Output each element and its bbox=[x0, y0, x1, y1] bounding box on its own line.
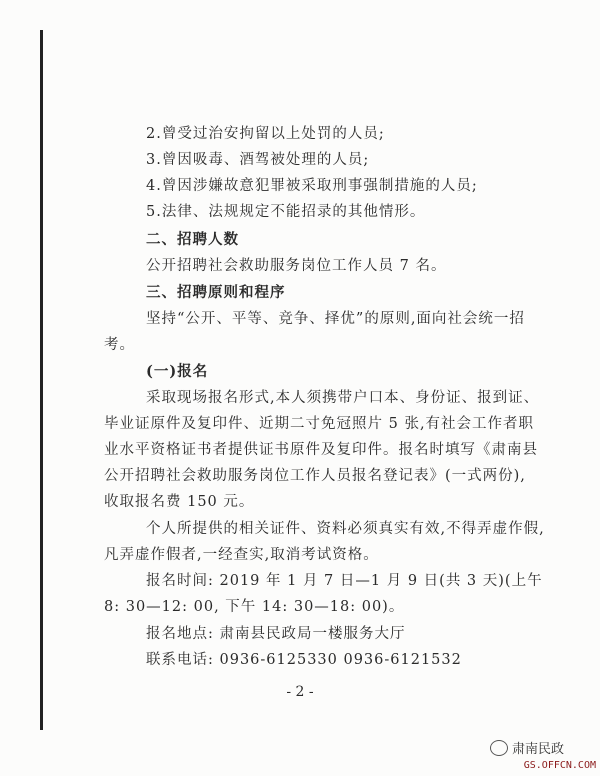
text-line-1: 2.曾受过治安拘留以上处罚的人员; bbox=[146, 126, 385, 142]
page-number: - 2 - bbox=[286, 684, 314, 700]
text-line-15: 收取报名费 150 元。 bbox=[104, 494, 255, 510]
text-line-19: 8: 30—12: 00, 下午 14: 30—18: 00)。 bbox=[104, 599, 405, 615]
left-margin-rule bbox=[40, 30, 43, 730]
text-line-8: 坚持“公开、平等、竞争、择优”的原则,面向社会统一招 bbox=[146, 311, 525, 327]
text-line-2: 3.曾因吸毒、酒驾被处理的人员; bbox=[146, 152, 370, 168]
text-line-3: 4.曾因涉嫌故意犯罪被采取刑事强制措施的人员; bbox=[146, 178, 478, 194]
watermark bbox=[490, 738, 564, 757]
text-line-13: 业水平资格证书者提供证书原件及复印件。报名时填写《肃南县 bbox=[104, 442, 538, 458]
watermark-text: 肃南民政 bbox=[511, 742, 564, 757]
watermark-url: GS.OFFCN.COM bbox=[523, 760, 596, 771]
text-line-11: 采取现场报名形式,本人须携带户口本、身份证、报到证、 bbox=[146, 390, 540, 406]
text-line-6: 公开招聘社会救助服务岗位工作人员 7 名。 bbox=[146, 258, 447, 274]
section-heading-3: 三、招聘原则和程序 bbox=[146, 284, 286, 301]
text-line-12: 毕业证原件及复印件、近期二寸免冠照片 5 张,有社会工作者职 bbox=[104, 416, 535, 432]
text-line-14: 公开招聘社会救助服务岗位工作人员报名登记表》(一式两份), bbox=[104, 468, 526, 484]
text-line-4: 5.法律、法规规定不能招录的其他情形。 bbox=[146, 204, 426, 220]
text-line-9: 考。 bbox=[104, 337, 135, 353]
text-line-21: 联系电话: 0936-6125330 0936-6121532 bbox=[146, 652, 462, 668]
wechat-icon bbox=[490, 740, 508, 756]
text-line-16: 个人所提供的相关证件、资料必须真实有效,不得弄虚作假, bbox=[146, 521, 545, 537]
text-line-20: 报名地点: 肃南县民政局一楼服务大厅 bbox=[146, 626, 406, 642]
section-heading-2: 二、招聘人数 bbox=[146, 231, 239, 248]
subsection-heading-1: (一)报名 bbox=[146, 363, 209, 380]
text-line-17: 凡弄虚作假者,一经查实,取消考试资格。 bbox=[104, 547, 379, 563]
text-line-18: 报名时间: 2019 年 1 月 7 日—1 月 9 日(共 3 天)(上午 bbox=[146, 573, 543, 589]
